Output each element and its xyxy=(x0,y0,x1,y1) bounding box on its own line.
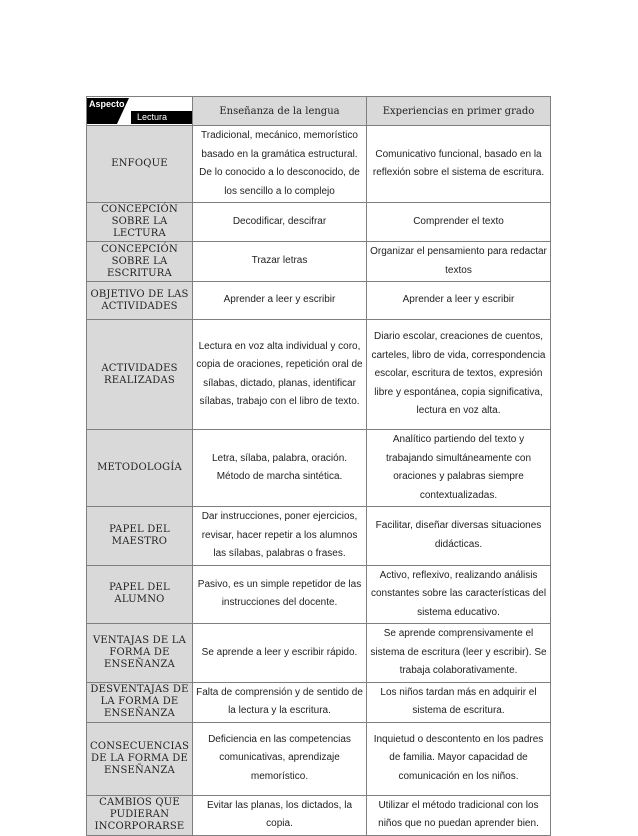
row-aspect: PAPEL DEL MAESTRO xyxy=(87,507,193,566)
row-experiencias: Inquietud o descontento en los padres de familia. Mayor capacidad de comunicación en los niños. xyxy=(367,722,551,795)
corner-header xyxy=(87,97,193,126)
table-row xyxy=(87,203,551,242)
row-aspect: CONCEPCIÓN SOBRE LA ESCRITURA xyxy=(87,242,193,282)
table-row xyxy=(87,126,551,203)
row-experiencias: Facilitar, diseñar diversas situaciones didácticas. xyxy=(367,507,551,566)
row-ensenanza: Decodificar, descifrar xyxy=(193,203,367,242)
comparison-table xyxy=(86,96,551,836)
row-experiencias: Comprender el texto xyxy=(367,203,551,242)
row-ensenanza: Tradicional, mecánico, memorístico basado en la gramática estructural. De lo conocido a lo desconocido, de los sencillo a lo complejo xyxy=(193,126,367,203)
row-aspect: ACTIVIDADES REALIZADAS xyxy=(87,320,193,430)
row-ensenanza: Dar instrucciones, poner ejercicios, revisar, hacer repetir a los alumnos las sílabas, palabras o frases. xyxy=(193,507,367,566)
row-experiencias: Aprender a leer y escribir xyxy=(367,282,551,320)
row-ensenanza: Falta de comprensión y de sentido de la lectura y la escritura. xyxy=(193,682,367,722)
row-ensenanza: Aprender a leer y escribir xyxy=(193,282,367,320)
row-aspect: CAMBIOS QUE PUDIERAN INCORPORARSE xyxy=(87,795,193,835)
table-row xyxy=(87,430,551,507)
table-header-row xyxy=(87,97,551,126)
row-experiencias: Comunicativo funcional, basado en la reflexión sobre el sistema de escritura. xyxy=(367,126,551,203)
row-aspect: CONCEPCIÓN SOBRE LA LECTURA xyxy=(87,203,193,242)
table-row xyxy=(87,795,551,835)
row-aspect: OBJETIVO DE LAS ACTIVIDADES xyxy=(87,282,193,320)
row-ensenanza: Pasivo, es un simple repetidor de las instrucciones del docente. xyxy=(193,565,367,624)
table-row xyxy=(87,242,551,282)
column-header-experiencias: Experiencias en primer grado xyxy=(367,97,551,126)
row-ensenanza: Evitar las planas, los dictados, la copia. xyxy=(193,795,367,835)
row-aspect: METODOLOGÍA xyxy=(87,430,193,507)
column-header-ensenanza: Enseñanza de la lengua xyxy=(193,97,367,126)
row-experiencias: Analítico partiendo del texto y trabajando simultáneamente con oraciones y palabras siempre contextualizadas. xyxy=(367,430,551,507)
row-aspect: ENFOQUE xyxy=(87,126,193,203)
row-ensenanza: Trazar letras xyxy=(193,242,367,282)
table-row xyxy=(87,507,551,566)
row-experiencias: Los niños tardan más en adquirir el sistema de escritura. xyxy=(367,682,551,722)
row-experiencias: Se aprende comprensivamente el sistema de escritura (leer y escribir). Se trabaja colaborativamente. xyxy=(367,624,551,683)
row-experiencias: Utilizar el método tradicional con los niños que no puedan aprender bien. xyxy=(367,795,551,835)
row-experiencias: Organizar el pensamiento para redactar textos xyxy=(367,242,551,282)
table-row xyxy=(87,722,551,795)
table-row xyxy=(87,282,551,320)
corner-label-lectura: Lectura xyxy=(137,112,168,122)
table-row xyxy=(87,320,551,430)
row-experiencias: Activo, reflexivo, realizando análisis constantes sobre las características del sistema educativo. xyxy=(367,565,551,624)
table-row xyxy=(87,565,551,624)
table-row xyxy=(87,624,551,683)
row-aspect: DESVENTAJAS DE LA FORMA DE ENSEÑANZA xyxy=(87,682,193,722)
table-row xyxy=(87,682,551,722)
row-aspect: VENTAJAS DE LA FORMA DE ENSEÑANZA xyxy=(87,624,193,683)
row-ensenanza: Letra, sílaba, palabra, oración. Método de marcha sintética. xyxy=(193,430,367,507)
row-ensenanza: Lectura en voz alta individual y coro, copia de oraciones, repetición oral de sílabas, dictado, planas, identificar sílabas, trabajo con el libro de texto. xyxy=(193,320,367,430)
row-ensenanza: Deficiencia en las competencias comunicativas, aprendizaje memorístico. xyxy=(193,722,367,795)
row-ensenanza: Se aprende a leer y escribir rápido. xyxy=(193,624,367,683)
row-aspect: PAPEL DEL ALUMNO xyxy=(87,565,193,624)
corner-label-aspect: Aspecto xyxy=(89,99,125,109)
row-experiencias: Diario escolar, creaciones de cuentos, carteles, libro de vida, correspondencia escolar, escritura de textos, expresión libre y espontánea, copia significativa, lectura en voz alta. xyxy=(367,320,551,430)
row-aspect: CONSECUENCIAS DE LA FORMA DE ENSEÑANZA xyxy=(87,722,193,795)
